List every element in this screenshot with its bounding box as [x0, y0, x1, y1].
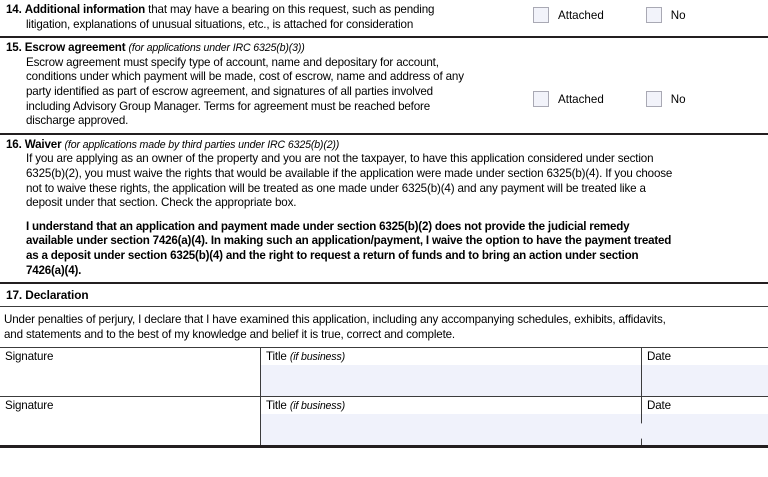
- signature-table: [0, 347, 768, 448]
- section-16-body-line-3: not to waive these rights, the application will be treated as one made under 6325(b)(4) and any payment will be treated like a: [26, 181, 646, 195]
- signature-cell-row-2[interactable]: [0, 397, 261, 447]
- section-14-additional-information: [0, 0, 768, 36]
- section-14-continuation: litigation, explanations of unusual situations, etc., is attached for consideration: [26, 17, 414, 31]
- section-15-title-note: (for applications under IRC 6325(b)(3)): [128, 42, 305, 55]
- section-15-body-line-5: discharge approved.: [26, 114, 129, 128]
- title-label-text-row-2: Title: [266, 399, 287, 413]
- section-17-body: [0, 307, 768, 347]
- section-14-lead-text: that may have a bearing on this request, such as pending: [145, 3, 435, 16]
- section-16-bold-line-4: 7426(a)(4).: [26, 263, 82, 277]
- section-16-first-line: [6, 138, 764, 153]
- section-16-title: Waiver: [24, 137, 62, 151]
- section-15-checkbox-no[interactable]: [646, 91, 662, 107]
- title-label-row-2: [261, 397, 641, 412]
- section-14-checkbox-group: [533, 7, 686, 23]
- section-17-title: Declaration: [25, 288, 89, 303]
- section-16-body-line-2: 6325(b)(2), you must waive the rights that would be available if the application were made under section 6325(b)(4). If you choose: [26, 166, 673, 180]
- section-14-title: Additional information: [24, 3, 146, 16]
- title-label-note-row-1: (if business): [289, 351, 345, 364]
- section-15-checkbox-attached[interactable]: [533, 91, 549, 107]
- section-17-number: 17.: [6, 288, 23, 303]
- signature-label-row-2: Signature: [5, 399, 54, 413]
- section-15-body-line-3: party identified as part of escrow agreement, and signatures of all parties involved: [26, 84, 433, 98]
- section-14-checkbox-no-option[interactable]: [646, 7, 686, 23]
- title-field-fill-row-2: [261, 414, 641, 445]
- date-field-fill-row-2: [642, 414, 768, 445]
- section-15-checkbox-no-option[interactable]: [646, 91, 686, 107]
- section-16-bold-line-1: I understand that an application and payment made under section 6325(b)(2) does not provide the judicial remedy: [26, 219, 630, 233]
- section-15-title: Escrow agreement: [24, 41, 126, 55]
- section-15-first-line: [6, 41, 764, 56]
- section-17-body-line-2: and statements and to the best of my knowledge and belief it is true, correct and complete.: [4, 328, 456, 342]
- section-15-body-line-2: conditions under which payment will be made, cost of escrow, name and address of any: [26, 70, 464, 84]
- section-16-waiver: [0, 135, 768, 282]
- section-16-number: 16.: [6, 137, 22, 151]
- section-15-escrow-agreement: [0, 38, 768, 133]
- section-15-checkbox-attached-option[interactable]: [533, 91, 604, 107]
- signature-label-row-1: Signature: [5, 350, 54, 364]
- section-14-checkbox-attached-option[interactable]: [533, 7, 604, 23]
- section-15-body-line-1: Escrow agreement must specify type of account, name and depositary for account,: [26, 55, 439, 69]
- title-label-note-row-2: (if business): [289, 400, 345, 413]
- section-17-body-line-1: Under penalties of perjury, I declare that I have examined this application, including any accompanying schedules, exhibits, affidavits,: [4, 313, 666, 327]
- section-16-body-line-4: deposit under that section. Check the appropriate box.: [26, 196, 297, 210]
- section-15-checkbox-no-label: No: [670, 92, 686, 106]
- title-label-text-row-1: Title: [266, 350, 287, 364]
- section-14-checkbox-attached[interactable]: [533, 7, 549, 23]
- section-16-bold-line-2: available under section 7426(a)(4). In making such an application/payment, I waive the option to have the payment treated: [26, 234, 672, 248]
- section-14-checkbox-attached-label: Attached: [558, 8, 604, 22]
- date-cell-row-1[interactable]: [642, 348, 768, 397]
- date-label-row-2: Date: [647, 399, 671, 413]
- section-14-checkbox-no-label: No: [670, 8, 686, 22]
- signature-cell-row-1[interactable]: [0, 348, 261, 397]
- date-label-row-1: Date: [647, 350, 671, 364]
- section-16-title-note: (for applications made by third parties under IRC 6325(b)(2)): [64, 138, 340, 151]
- section-14-checkbox-no[interactable]: [646, 7, 662, 23]
- table-row: [0, 397, 768, 447]
- section-15-body-line-4: including Advisory Group Manager. Terms for agreement must be reached before: [26, 99, 431, 113]
- date-field-fill-row-1: [642, 365, 768, 396]
- section-17-heading: [0, 284, 768, 306]
- section-17-declaration: [0, 284, 768, 347]
- section-15-checkbox-group: [533, 91, 686, 107]
- title-cell-row-1[interactable]: [261, 348, 642, 397]
- section-14-number: 14.: [6, 3, 22, 16]
- date-cell-row-2[interactable]: [642, 397, 768, 447]
- title-label-row-1: [261, 348, 641, 363]
- section-15-checkbox-attached-label: Attached: [558, 92, 604, 106]
- table-row: [0, 348, 768, 397]
- section-16-bold-line-3: as a deposit under section 6325(b)(4) and the right to request a return of funds and to bring an action under section: [26, 248, 639, 262]
- title-field-fill-row-1: [261, 365, 641, 396]
- title-cell-row-2[interactable]: [261, 397, 642, 447]
- section-15-number: 15.: [6, 41, 22, 55]
- section-16-body-line-1: If you are applying as an owner of the property and you are not the taxpayer, to have this application considered under section: [26, 152, 654, 166]
